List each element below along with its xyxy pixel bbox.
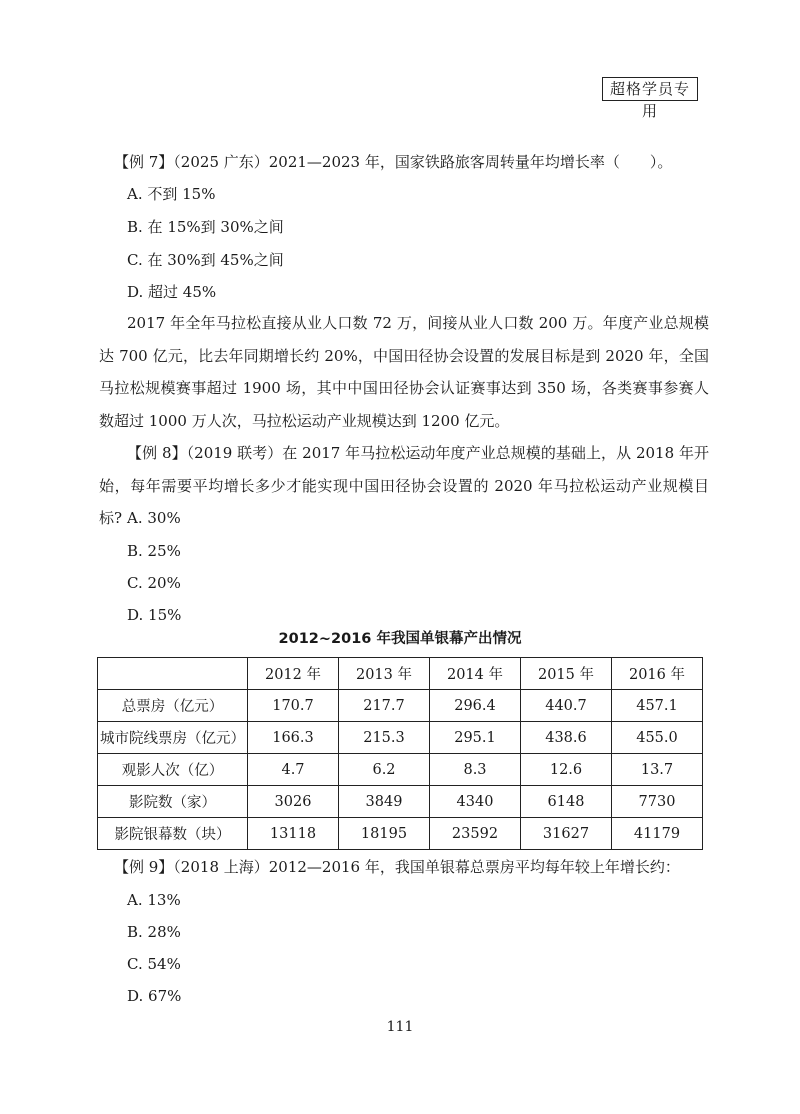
table-cell: 3026 [248, 786, 339, 818]
q7-option-b: B. 在 15%到 30%之间 [127, 218, 284, 236]
q9-option-d: D. 67% [127, 987, 182, 1005]
table-row-label: 观影人次（亿） [98, 754, 248, 786]
table-row [98, 754, 703, 786]
q8-option-b: B. 25% [127, 542, 181, 560]
table-header-cell [98, 658, 248, 690]
table-row-label: 影院数（家） [98, 786, 248, 818]
table-cell: 170.7 [248, 690, 339, 722]
student-only-badge: 超格学员专用 [602, 77, 698, 101]
table-cell: 438.6 [521, 722, 612, 754]
table-cell: 4340 [430, 786, 521, 818]
table-cell: 12.6 [521, 754, 612, 786]
marathon-passage-text: 2017 年全年马拉松直接从业人口数 72 万，间接从业人口数 200 万。年度产业总规模达 700 亿元，比去年同期增长约 20%，中国田径协会设置的发展目标是到 2020 年，全国马拉松规模赛事超过 1900 场，其中中国田径协会认证赛事达到 350 场，各类赛事参赛人数超过 1000 万人次，马拉松运动产业规模达到 1200 亿元。 [99, 314, 709, 430]
table-header-cell: 2013 年 [339, 658, 430, 690]
table-cell: 13.7 [612, 754, 703, 786]
table-header-cell: 2012 年 [248, 658, 339, 690]
table-cell: 8.3 [430, 754, 521, 786]
q9-stem: 【例 9】（2018 上海）2012—2016 年，我国单银幕总票房平均每年较上年增长约： [114, 858, 680, 876]
table-cell: 31627 [521, 818, 612, 850]
q8-option-a: A. 30% [127, 509, 181, 527]
table-header-row [98, 658, 703, 690]
marathon-passage [99, 307, 709, 437]
q8-stem-block [99, 437, 709, 535]
q8-option-d: D. 15% [127, 606, 182, 624]
table-cell: 18195 [339, 818, 430, 850]
table-row [98, 786, 703, 818]
table-cell: 217.7 [339, 690, 430, 722]
table-row [98, 722, 703, 754]
q7-option-c: C. 在 30%到 45%之间 [127, 251, 284, 269]
table-header-cell: 2015 年 [521, 658, 612, 690]
table-cell: 41179 [612, 818, 703, 850]
table-row [98, 818, 703, 850]
q7-stem: 【例 7】（2025 广东）2021—2023 年，国家铁路旅客周转量年均增长率（ ）。 [114, 153, 673, 171]
table-header-cell: 2016 年 [612, 658, 703, 690]
q9-option-b: B. 28% [127, 923, 181, 941]
q7-option-a: A. 不到 15% [127, 185, 216, 203]
q7-option-d: D. 超过 45% [127, 283, 217, 301]
table-header-cell: 2014 年 [430, 658, 521, 690]
table-cell: 6.2 [339, 754, 430, 786]
table-cell: 296.4 [430, 690, 521, 722]
page-number: 111 [386, 1019, 414, 1035]
table-cell: 455.0 [612, 722, 703, 754]
table-cell: 3849 [339, 786, 430, 818]
table-cell: 457.1 [612, 690, 703, 722]
table-cell: 23592 [430, 818, 521, 850]
table-cell: 7730 [612, 786, 703, 818]
table-row [98, 690, 703, 722]
table-cell: 166.3 [248, 722, 339, 754]
q8-option-c: C. 20% [127, 574, 181, 592]
table-cell: 440.7 [521, 690, 612, 722]
table-row-label: 影院银幕数（块） [98, 818, 248, 850]
table-cell: 215.3 [339, 722, 430, 754]
table-cell: 13118 [248, 818, 339, 850]
box-office-table [97, 657, 703, 850]
table-row-label: 总票房（亿元） [98, 690, 248, 722]
table-title: 2012~2016 年我国单银幕产出情况 [278, 631, 522, 647]
q9-option-c: C. 54% [127, 955, 181, 973]
table-cell: 4.7 [248, 754, 339, 786]
q9-option-a: A. 13% [127, 891, 181, 909]
q8-stem: 【例 8】（2019 联考）在 2017 年马拉松运动年度产业总规模的基础上，从 2018 年开始，每年需要平均增长多少才能实现中国田径协会设置的 2020 年马拉松运动产业规模目标? [99, 444, 709, 527]
table-cell: 295.1 [430, 722, 521, 754]
table-cell: 6148 [521, 786, 612, 818]
table-row-label: 城市院线票房（亿元） [98, 722, 248, 754]
